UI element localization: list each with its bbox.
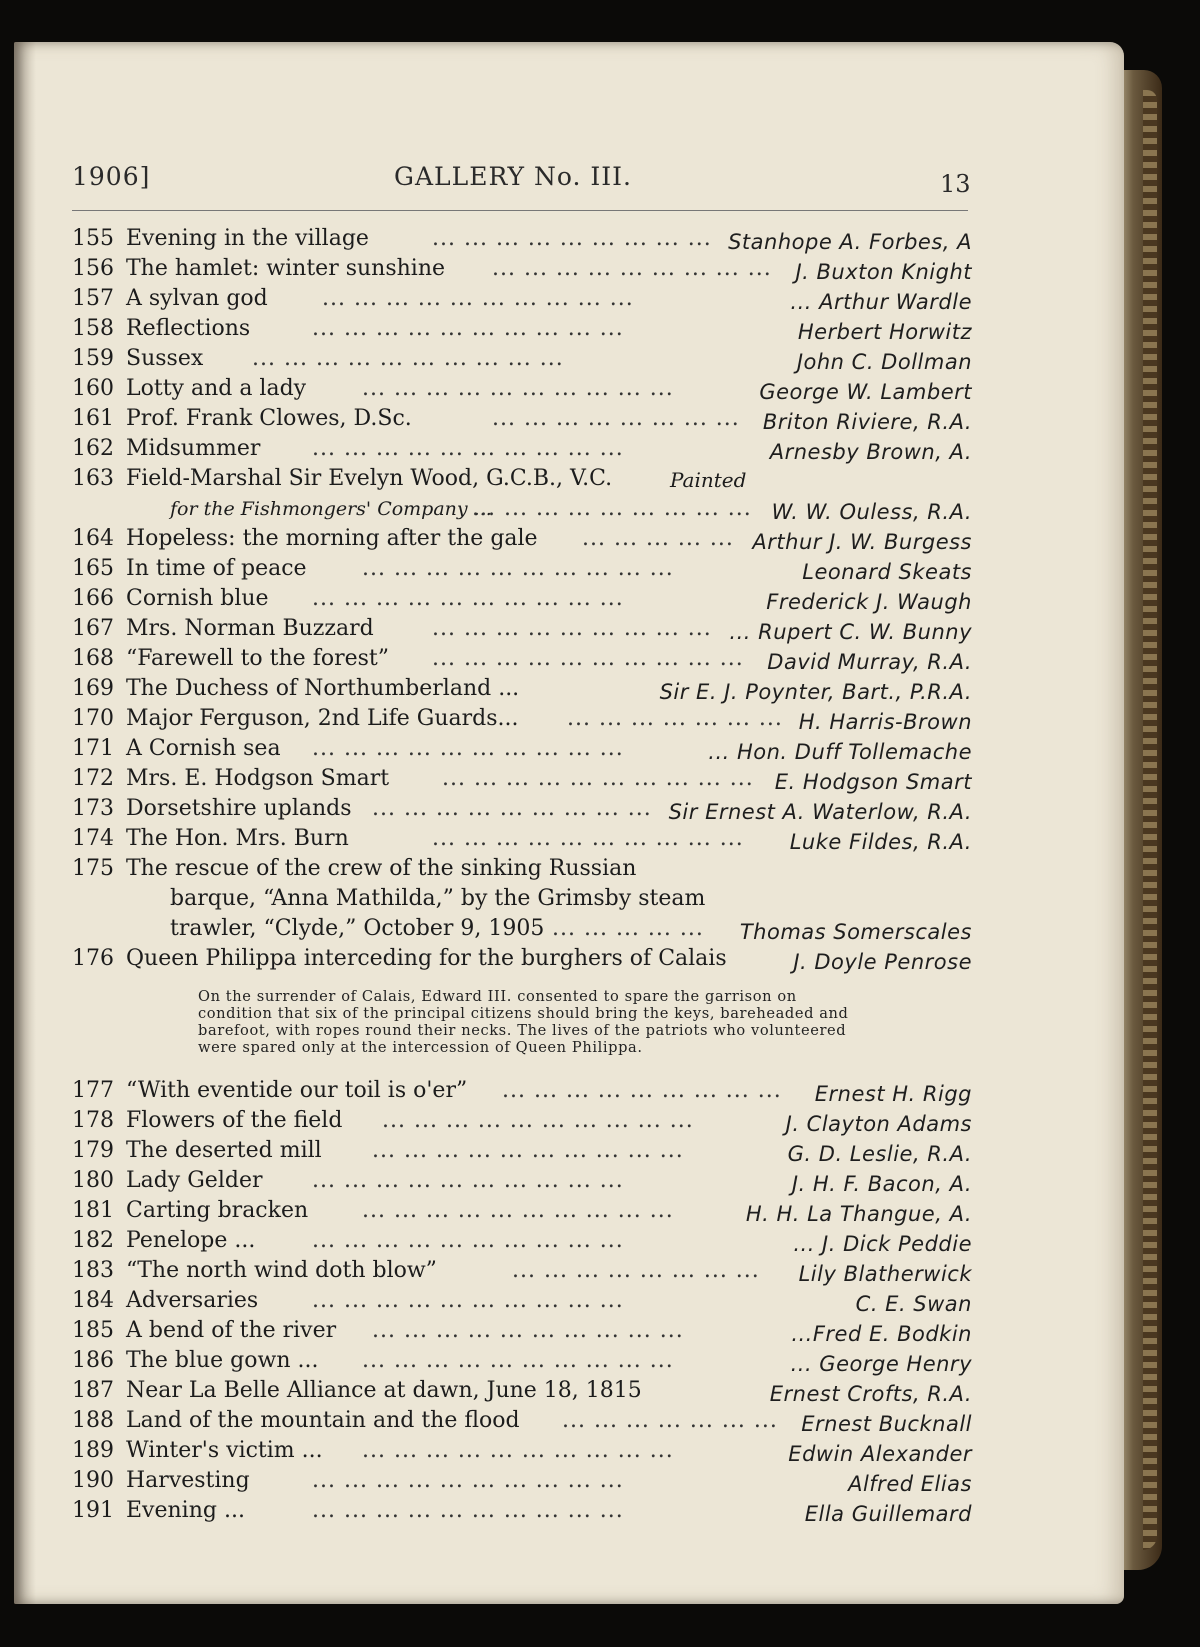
leader-dots: ... ... ... ... ... ... ... ... ... ... — [312, 1288, 624, 1313]
leader-dots: ... ... ... ... ... ... ... ... ... — [472, 496, 752, 521]
entry-artist: C. E. Swan — [855, 1292, 972, 1316]
entry-169 — [72, 674, 972, 704]
entry-title: Field-Marshal Sir Evelyn Wood, G.C.B., V.C. — [126, 466, 613, 491]
entry-title: Queen Philippa interceding for the burghers of Calais — [126, 946, 727, 971]
entry-162 — [72, 434, 972, 464]
catalogue-page — [14, 42, 1124, 1604]
leader-dots: ... ... ... ... ... ... ... ... ... ... — [312, 436, 624, 461]
entry-artist: W. W. Ouless, R.A. — [771, 500, 972, 524]
entry-183 — [72, 1256, 972, 1286]
book-spine — [1143, 90, 1157, 1550]
entry-number: 173 — [72, 796, 114, 821]
entry-artist: Ernest Crofts, R.A. — [769, 1382, 972, 1406]
entry-title: “With eventide our toil is o'er” — [126, 1078, 468, 1103]
page-gutter-shadow — [14, 42, 36, 1604]
entry-number: 168 — [72, 646, 114, 671]
entry-artist: ... Hon. Duff Tollemache — [708, 740, 972, 764]
entry-title: Evening ... — [126, 1498, 245, 1523]
entry-157 — [72, 284, 972, 314]
entry-number: 174 — [72, 826, 114, 851]
leader-dots: ... ... ... ... ... ... ... ... ... ... — [382, 1108, 694, 1133]
leader-dots: ... ... ... ... ... ... ... — [562, 1408, 778, 1433]
entry-title: Penelope ... — [126, 1228, 256, 1253]
entry-171 — [72, 734, 972, 764]
entry-number: 177 — [72, 1078, 114, 1103]
entry-artist: Leonard Skeats — [802, 560, 972, 584]
entry-artist: Stanhope A. Forbes, A — [728, 230, 972, 254]
entry-artist: Edwin Alexander — [788, 1442, 972, 1466]
entry-artist: Ernest Bucknall — [801, 1412, 972, 1436]
entry-number: 167 — [72, 616, 114, 641]
leader-dots: ... ... ... ... ... ... ... ... — [512, 1258, 760, 1283]
leader-dots: ... ... ... ... ... ... ... ... ... ... — [312, 316, 624, 341]
entry-continuation: trawler, “Clyde,” October 9, 1905 — [170, 916, 545, 941]
entry-artist: Ernest H. Rigg — [814, 1082, 972, 1106]
entry-190 — [72, 1466, 972, 1496]
entry-167 — [72, 614, 972, 644]
entry-artist: Alfred Elias — [848, 1472, 972, 1496]
entry-number: 165 — [72, 556, 114, 581]
entry-number: 171 — [72, 736, 114, 761]
leader-dots: ... ... ... ... ... ... ... ... ... ... — [442, 766, 754, 791]
entry-artist: Luke Fildes, R.A. — [789, 830, 972, 854]
entry-continuation: barque, “Anna Mathilda,” by the Grimsby steam — [170, 886, 706, 911]
entry-number: 161 — [72, 406, 114, 431]
leader-dots: ... ... ... ... ... ... ... ... ... ... — [362, 556, 674, 581]
entry-artist: Sir Ernest A. Waterlow, R.A. — [668, 800, 972, 824]
entry-188 — [72, 1406, 972, 1436]
entry-163-continuation — [72, 494, 972, 524]
entry-number: 182 — [72, 1228, 114, 1253]
entry-161 — [72, 404, 972, 434]
header-title: GALLERY No. III. — [394, 162, 632, 191]
entry-title: Adversaries — [126, 1288, 259, 1313]
entry-artist: E. Hodgson Smart — [774, 770, 972, 794]
entry-artist: John C. Dollman — [796, 350, 972, 374]
catalogue-list — [72, 224, 972, 1526]
leader-dots: ... ... ... ... ... ... ... ... ... ... — [362, 1198, 674, 1223]
entry-title: Land of the mountain and the flood — [126, 1408, 520, 1433]
entry-title: Mrs. E. Hodgson Smart — [126, 766, 390, 791]
entry-title: Prof. Frank Clowes, D.Sc. — [126, 406, 412, 431]
entry-title: Winter's victim ... — [126, 1438, 323, 1463]
leader-dots: ... ... ... ... ... ... ... ... ... ... — [312, 1168, 624, 1193]
entry-179 — [72, 1136, 972, 1166]
entry-number: 186 — [72, 1348, 114, 1373]
entry-title: Dorsetshire uplands — [126, 796, 352, 821]
entry-176 — [72, 944, 972, 974]
leader-dots: ... ... ... ... ... ... ... ... ... ... — [322, 286, 634, 311]
entry-title: Lady Gelder — [126, 1168, 263, 1193]
entry-title: Evening in the village — [126, 226, 369, 251]
entry-artist: J. H. F. Bacon, A. — [791, 1172, 972, 1196]
entry-continuation: for the Fishmongers' Company ... — [170, 498, 492, 520]
leader-dots: ... ... ... ... ... ... ... ... ... ... — [252, 346, 564, 371]
entry-number: 175 — [72, 856, 114, 881]
entry-artist: Sir E. J. Poynter, Bart., P.R.A. — [659, 680, 972, 704]
entry-number: 191 — [72, 1498, 114, 1523]
entry-artist: Briton Riviere, R.A. — [762, 410, 972, 434]
header-year: 1906] — [72, 162, 151, 191]
entry-175 — [72, 854, 972, 884]
entry-number: 160 — [72, 376, 114, 401]
leader-dots: ... ... ... ... ... ... ... ... ... — [502, 1078, 782, 1103]
entry-title: Flowers of the field — [126, 1108, 343, 1133]
entry-number: 188 — [72, 1408, 114, 1433]
entry-180 — [72, 1166, 972, 1196]
entry-title: Sussex — [126, 346, 204, 371]
leader-dots: ... ... ... ... ... ... ... ... ... ... — [372, 1138, 684, 1163]
entry-158 — [72, 314, 972, 344]
entry-186 — [72, 1346, 972, 1376]
entry-artist: Frederick J. Waugh — [766, 590, 972, 614]
entry-number: 172 — [72, 766, 114, 791]
entry-artist: ... Rupert C. W. Bunny — [729, 620, 972, 644]
entry-artist: J. Doyle Penrose — [793, 950, 972, 974]
entry-159 — [72, 344, 972, 374]
entry-title: In time of peace — [126, 556, 307, 581]
entry-title: The deserted mill — [126, 1138, 322, 1163]
header-rule — [72, 210, 968, 211]
entry-number: 190 — [72, 1468, 114, 1493]
leader-dots: ... ... ... ... ... ... ... ... ... — [492, 256, 772, 281]
entry-160 — [72, 374, 972, 404]
leader-dots: ... ... ... ... ... ... ... ... ... ... — [362, 1348, 674, 1373]
entry-title: A Cornish sea — [126, 736, 281, 761]
leader-dots: ... ... ... ... ... ... ... — [567, 706, 783, 731]
entry-170 — [72, 704, 972, 734]
entry-166 — [72, 584, 972, 614]
entry-title: Harvesting — [126, 1468, 250, 1493]
leader-dots: ... ... ... ... ... ... ... ... ... — [432, 226, 712, 251]
entry-number: 164 — [72, 526, 114, 551]
entry-number: 176 — [72, 946, 114, 971]
entry-number: 189 — [72, 1438, 114, 1463]
entry-artist: J. Clayton Adams — [785, 1112, 972, 1136]
leader-dots: ... ... ... ... ... ... ... ... ... ... — [362, 376, 674, 401]
header-page-number: 13 — [940, 170, 971, 198]
entry-title: Cornish blue — [126, 586, 269, 611]
entry-artist: George W. Lambert — [759, 380, 972, 404]
leader-dots: ... ... ... ... ... ... ... ... ... ... — [312, 1498, 624, 1523]
entry-title: A bend of the river — [126, 1318, 337, 1343]
entry-189 — [72, 1436, 972, 1466]
running-header — [14, 42, 1124, 202]
entry-164 — [72, 524, 972, 554]
entry-173 — [72, 794, 972, 824]
entry-title: Carting bracken — [126, 1198, 309, 1223]
entry-number: 157 — [72, 286, 114, 311]
entry-number: 185 — [72, 1318, 114, 1343]
entry-185 — [72, 1316, 972, 1346]
leader-dots: ... ... ... ... ... ... ... ... ... ... — [362, 1438, 674, 1463]
entry-artist: G. D. Leslie, R.A. — [787, 1142, 972, 1166]
entry-number: 169 — [72, 676, 114, 701]
entry-title: “The north wind doth blow” — [126, 1258, 437, 1283]
leader-dots: ... ... ... ... ... ... ... ... ... ... — [432, 826, 744, 851]
entry-175-line-3 — [72, 914, 972, 944]
entry-artist: ... Arthur Wardle — [790, 290, 972, 314]
entry-number: 178 — [72, 1108, 114, 1133]
leader-dots: ... ... ... ... ... ... ... ... ... ... — [372, 1318, 684, 1343]
entry-177 — [72, 1076, 972, 1106]
entry-182 — [72, 1226, 972, 1256]
leader-dots: ... ... ... ... ... ... ... ... ... ... — [312, 1228, 624, 1253]
entry-172 — [72, 764, 972, 794]
entry-title: Mrs. Norman Buzzard — [126, 616, 374, 641]
entry-artist: H. H. La Thangue, A. — [745, 1202, 972, 1226]
entry-number: 156 — [72, 256, 114, 281]
entry-artist: Ella Guillemard — [804, 1502, 972, 1526]
entry-175-line-2 — [72, 884, 972, 914]
entry-artist: David Murray, R.A. — [767, 650, 972, 674]
entry-number: 166 — [72, 586, 114, 611]
entry-178 — [72, 1106, 972, 1136]
entry-title: The hamlet: winter sunshine — [126, 256, 446, 281]
entry-number: 181 — [72, 1198, 114, 1223]
entry-artist: ... J. Dick Peddie — [793, 1232, 972, 1256]
entry-title: A sylvan god — [126, 286, 268, 311]
entry-181 — [72, 1196, 972, 1226]
entry-number: 163 — [72, 466, 114, 491]
leader-dots: ... ... ... ... ... ... ... ... ... ... — [312, 736, 624, 761]
entry-title: Reflections — [126, 316, 251, 341]
entry-artist: Arnesby Brown, A. — [769, 440, 972, 464]
entry-165 — [72, 554, 972, 584]
leader-dots: ... ... ... ... ... ... ... ... ... ... — [312, 586, 624, 611]
entry-title: Near La Belle Alliance at dawn, June 18, 1815 — [126, 1378, 642, 1403]
leader-dots: ... ... ... ... ... ... ... ... ... ... — [312, 1468, 624, 1493]
entry-163 — [72, 464, 972, 494]
painted-note: Painted — [670, 468, 747, 492]
entry-artist: Thomas Somerscales — [739, 920, 972, 944]
entry-title: The rescue of the crew of the sinking Russian — [126, 856, 637, 881]
entry-187 — [72, 1376, 972, 1406]
entry-number: 158 — [72, 316, 114, 341]
entry-title: “Farewell to the forest” — [126, 646, 389, 671]
entry-number: 162 — [72, 436, 114, 461]
leader-dots: ... ... ... ... ... ... ... ... ... ... — [432, 646, 744, 671]
entry-176-description: On the surrender of Calais, Edward III. consented to spare the garrison on condition that six of the principal citizens should bring the keys, bareheaded and barefoot, with ropes round their necks. The lives of the patriots who volunteered were spared only at the intercession of Queen Philippa. — [198, 988, 849, 1056]
entry-artist: ...Fred E. Bodkin — [791, 1322, 972, 1346]
entry-title: The Duchess of Northumberland ... — [126, 676, 520, 701]
leader-dots: ... ... ... ... ... — [582, 526, 734, 551]
entry-artist: H. Harris-Brown — [798, 710, 972, 734]
entry-title: The Hon. Mrs. Burn — [126, 826, 349, 851]
entry-number: 179 — [72, 1138, 114, 1163]
entry-artist: Arthur J. W. Burgess — [752, 530, 972, 554]
entry-155 — [72, 224, 972, 254]
entry-number: 187 — [72, 1378, 114, 1403]
entry-174 — [72, 824, 972, 854]
entry-number: 155 — [72, 226, 114, 251]
entry-artist: J. Buxton Knight — [795, 260, 972, 284]
entry-number: 180 — [72, 1168, 114, 1193]
leader-dots: ... ... ... ... ... — [552, 916, 704, 941]
entry-number: 183 — [72, 1258, 114, 1283]
entry-artist: ... George Henry — [790, 1352, 972, 1376]
entry-artist: Herbert Horwitz — [797, 320, 972, 344]
entry-156 — [72, 254, 972, 284]
entry-184 — [72, 1286, 972, 1316]
entry-artist: Lily Blatherwick — [798, 1262, 972, 1286]
leader-dots: ... ... ... ... ... ... ... ... ... — [372, 796, 652, 821]
entry-number: 184 — [72, 1288, 114, 1313]
entry-191 — [72, 1496, 972, 1526]
entry-title: Midsummer — [126, 436, 261, 461]
entry-number: 159 — [72, 346, 114, 371]
entry-title: Lotty and a lady — [126, 376, 307, 401]
leader-dots: ... ... ... ... ... ... ... ... ... — [432, 616, 712, 641]
leader-dots: ... ... ... ... ... ... ... ... — [492, 406, 740, 431]
entry-number: 170 — [72, 706, 114, 731]
entry-168 — [72, 644, 972, 674]
entry-title: Major Ferguson, 2nd Life Guards... — [126, 706, 519, 731]
entry-title: The blue gown ... — [126, 1348, 319, 1373]
entry-title: Hopeless: the morning after the gale — [126, 526, 538, 551]
